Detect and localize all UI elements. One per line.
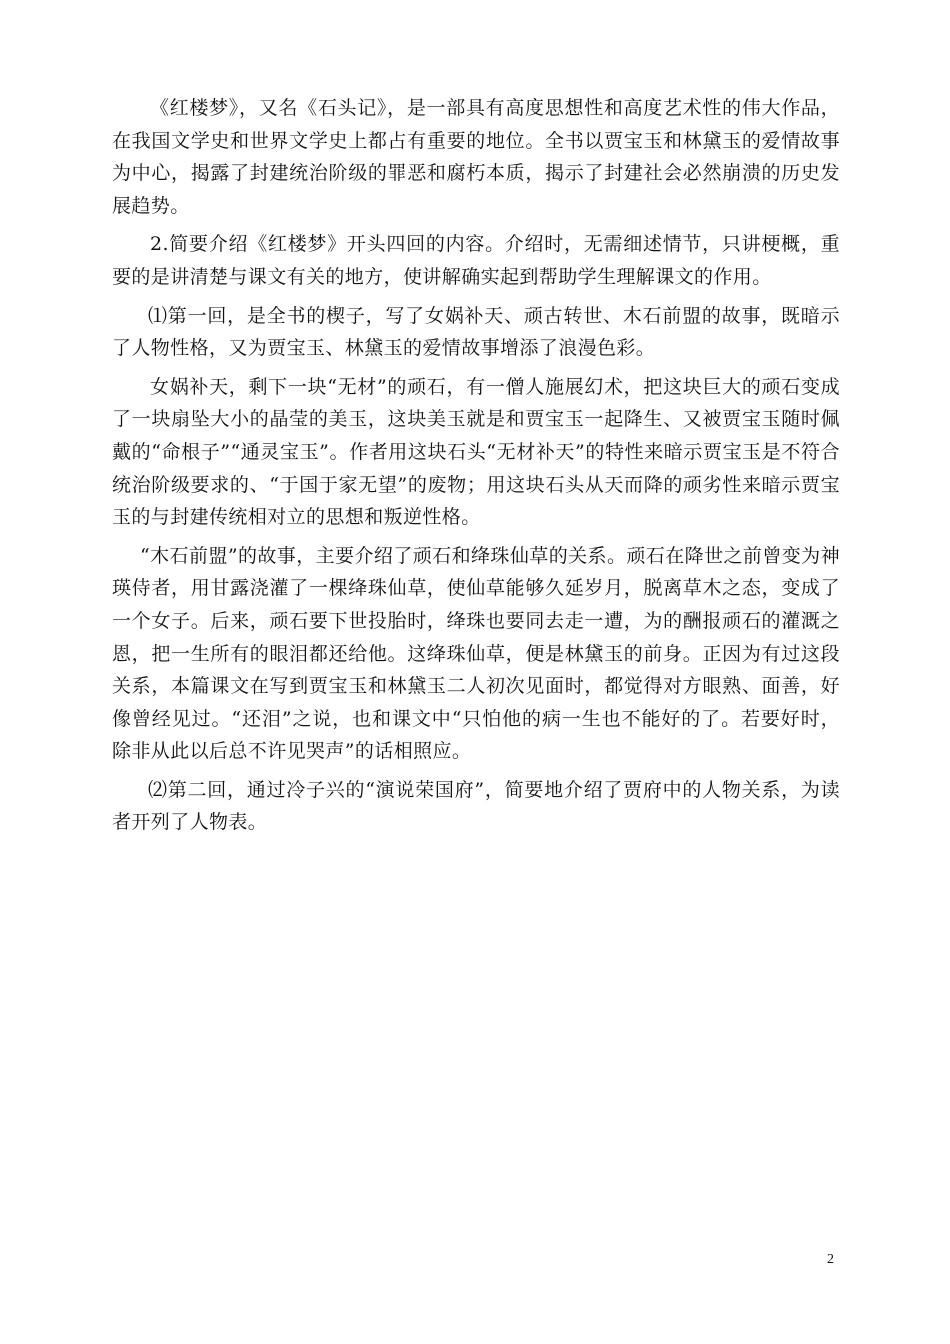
page-number: 2 xyxy=(827,1252,834,1267)
paragraph-mushi-qianmeng: “木石前盟”的故事，主要介绍了顽石和绛珠仙草的关系。顽石在降世之前曾变为神瑛侍者，用甘露浇灌了一棵绛珠仙草，使仙草能够久延岁月，脱离草木之态，变成了一个女子。后来，顽石要下世投胎时，绛珠也要同去走一遭，为的酬报顽石的灌溉之恩，把一生所有的眼泪都还给他。这绛珠仙草，便是林黛玉的前身。正因为有过这段关系，本篇课文在写到贾宝玉和林黛玉二人初次见面时，都觉得对方眼熟、面善，好像曾经见过。“还泪”之说，也和课文中“只怕他的病一生也不能好的了。若要好时，除非从此以后总不许见哭声”的话相照应。 xyxy=(112,544,840,763)
paragraph-intro: 《红楼梦》，又名《石头记》，是一部具有高度思想性和高度艺术性的伟大作品，在我国文学史和世界文学史上都占有重要的地位。全书以贾宝玉和林黛玉的爱情故事为中心，揭露了封建统治阶级的罪恶和腐朽本质，揭示了封建社会必然崩溃的历史发展趋势。 xyxy=(112,97,840,217)
paragraph-item-2: 2.简要介绍《红楼梦》开头四回的内容。介绍时，无需细述情节，只讲梗概，重要的是讲清楚与课文有关的地方，使讲解确实起到帮助学生理解课文的作用。 xyxy=(112,233,840,288)
paragraph-chapter-2: ⑵第二回，通过冷子兴的“演说荣国府”，简要地介绍了贾府中的人物关系，为读者开列了人物表。 xyxy=(112,778,840,834)
document-body xyxy=(112,92,840,839)
paragraph-nuwa: 女娲补天，剩下一块“无材”的顽石，有一僧人施展幻术，把这块巨大的顽石变成了一块扇坠大小的晶莹的美玉，这块美玉就是和贾宝玉一起降生、又被贾宝玉随时佩戴的“命根子”“通灵宝玉”。作者用这块石头“无材补天”的特性来暗示贾宝玉是不符合统治阶级要求的、“于国于家无望”的废物；用这块石头从天而降的顽劣性来暗示贾宝玉的与封建传统相对立的思想和叛逆性格。 xyxy=(112,375,840,529)
paragraph-chapter-1: ⑴第一回，是全书的楔子，写了女娲补天、顽古转世、木石前盟的故事，既暗示了人物性格，又为贾宝玉、林黛玉的爱情故事增添了浪漫色彩。 xyxy=(112,304,840,360)
